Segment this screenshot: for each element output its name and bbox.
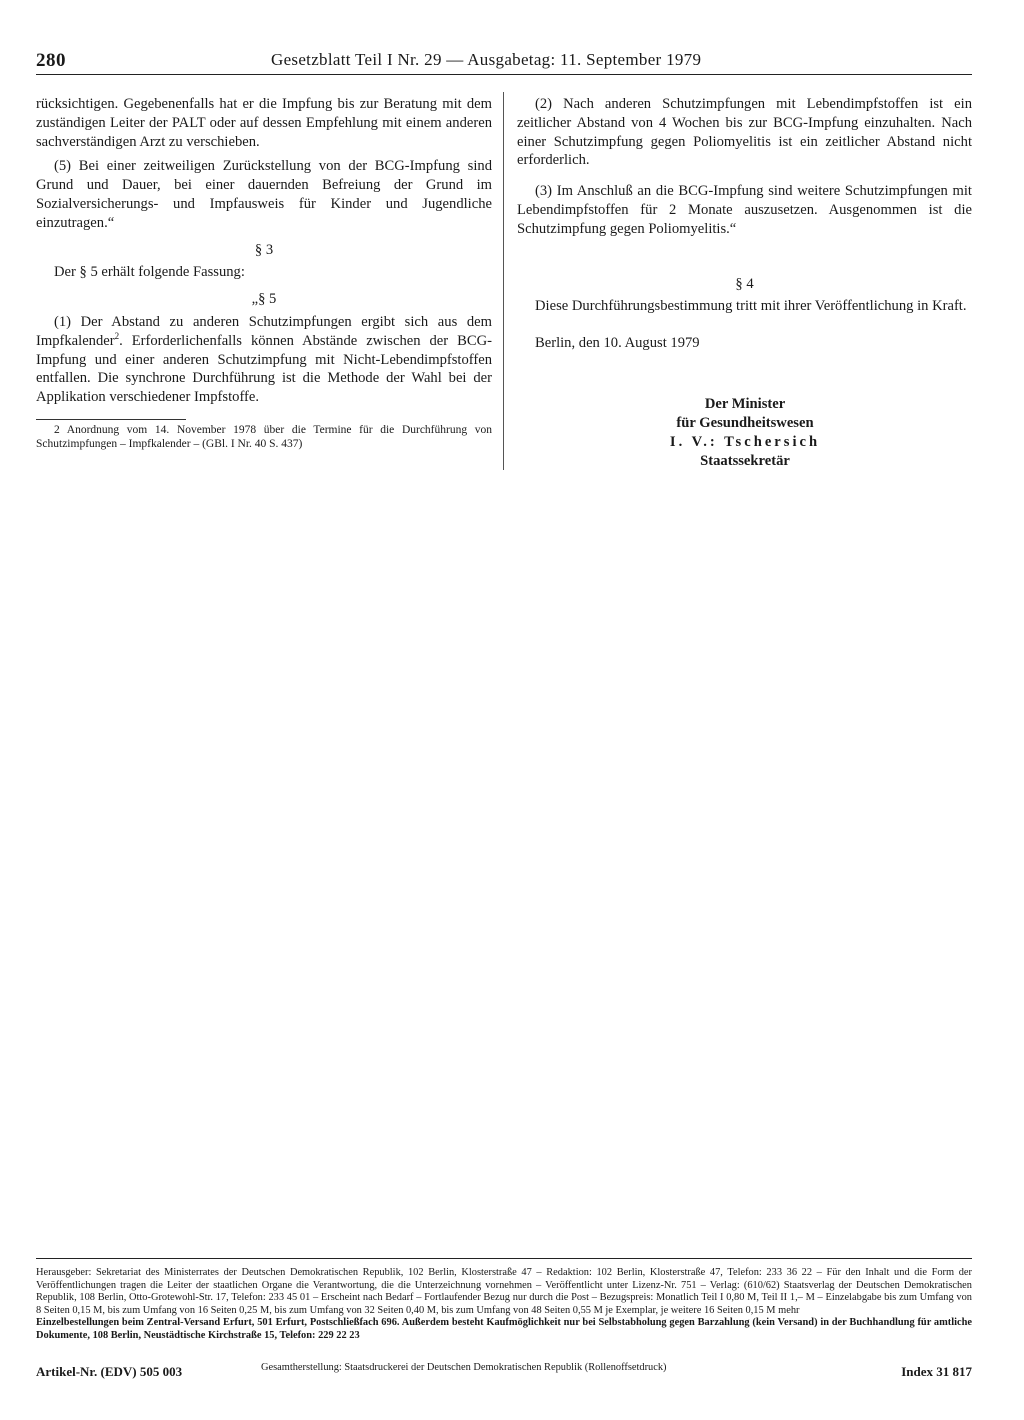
imprint: [36, 1267, 972, 1343]
footnote-marker: 2: [114, 330, 120, 341]
gazette-title: Gesetzblatt Teil I Nr. 29 — Ausgabetag: 11. September 1979: [271, 50, 702, 69]
footnote-rule: [36, 419, 186, 420]
signature-line: für Gesundheitswesen: [676, 415, 814, 431]
article-number: Artikel-Nr. (EDV) 505 003: [36, 1364, 183, 1379]
signature-block: [640, 395, 850, 471]
imprint-rule: [36, 1258, 972, 1259]
column-divider: [503, 92, 504, 470]
paragraph: Diese Durchführungsbestimmung tritt mit ihrer Veröffentlichung in Kraft.: [535, 298, 967, 315]
signature-line: Staatssekretär: [700, 453, 790, 469]
page-number: 280: [36, 50, 66, 71]
paragraph: [36, 313, 492, 407]
paragraph: rücksichtigen. Gegebenenfalls hat er die Impfung bis zur Beratung mit dem zuständigen Leiter der PALT oder auf dessen Empfehlung mit einem anderen sachverständigen Arzt zu verschieben.: [36, 96, 492, 150]
footnote: 2 Anordnung vom 14. November 1978 über die Termine für die Durchführung von Schutzimpfungen – Impfkalender – (GBl. I Nr. 40 S. 437): [36, 423, 492, 450]
place-date: Berlin, den 10. August 1979: [535, 335, 700, 352]
imprint-orders: Einzelbestellungen beim Zentral-Versand Erfurt, 501 Erfurt, Postschließfach 696. Außerdem besteht Kaufmöglichkeit nur bei Selbstabholung gegen Barzahlung (kein Versand) in der Buchhandlung für amtliche Dokumente, 108 Berlin, Neustädtische Kirchstraße 15, Telefon: 229 22 23: [36, 1317, 972, 1341]
section-heading: „§ 5: [251, 291, 277, 308]
signature-line: Der Minister: [704, 396, 786, 412]
right-column: [517, 95, 972, 353]
paragraph-text: (1) Der Abstand zu anderen Schutzimpfungen ergibt sich aus dem Impfkalender: [36, 313, 492, 349]
paragraph-text: . Erforderlichenfalls können Abstände zwischen der BCG-Impfung und einer anderen Schutzimpfung mit Nicht-Lebendimpfstoffen entfallen. Die synchrone Durchführung ist die Methode der Wahl bei der Applikation verschiedener Impfstoffe.: [36, 332, 492, 406]
signature-line: I. V.: Tschersich: [669, 434, 821, 450]
paragraph: (5) Bei einer zeitweiligen Zurückstellung von der BCG-Impfung sind Grund und Dauer, bei einer dauernden Befreiung der Grund im Sozialversicherungs- und Impfausweis für Kinder und Jugendliche einzutragen.“: [36, 158, 492, 231]
left-column: [36, 95, 492, 451]
paragraph: Der § 5 erhält folgende Fassung:: [54, 264, 245, 281]
imprint-text: Herausgeber: Sekretariat des Ministerrates der Deutschen Demokratischen Republik, 102 Berlin, Klosterstraße 47 – Redaktion: 102 Berlin, Klosterstraße 47, Telefon: 233 36 22 – Für den Inhalt und die Form der Veröffentlichungen tragen die Leiter der staatlichen Organe die Verantwortung, die die Unterzeichnung vornehmen – Veröffentlicht unter Lizenz-Nr. 751 – Verlag: (610/62) Staatsverlag der Deutschen Demokratischen Republik, 108 Berlin, Otto-Grotewohl-Str. 17, Telefon: 233 45 01 – Erscheint nach Bedarf – Fortlaufender Bezug nur durch die Post – Bezugspreis: Monatlich Teil I 0,80 M, Teil II 1,– M – Einzelabgabe bis zum Umfang von 8 Seiten 0,15 M, bis zum Umfang von 16 Seiten 0,25 M, bis zum Umfang von 32 Seiten 0,40 M, bis zum Umfang von 48 Seiten 0,55 M je Exemplar, je weitere 16 Seiten 0,15 M mehr: [36, 1267, 972, 1316]
page-header: [36, 50, 972, 74]
header-rule: [36, 74, 972, 75]
paragraph: (2) Nach anderen Schutzimpfungen mit Lebendimpfstoffen ist ein zeitlicher Abstand von 4 Wochen bis zur BCG-Impfung einzuhalten. Nach einer Schutzimpfung gegen Poliomyelitis ist ein zeitlicher Abstand nicht erforderlich.: [517, 96, 972, 169]
index-number: Index 31 817: [901, 1364, 972, 1379]
section-heading: § 3: [254, 241, 274, 258]
printer-note: Gesamtherstellung: Staatsdruckerei der Deutschen Demokratischen Republik (Rollenoffsetdruck): [261, 1362, 667, 1373]
section-heading: § 4: [735, 275, 754, 292]
paragraph: (3) Im Anschluß an die BCG-Impfung sind weitere Schutzimpfungen mit Lebendimpfstoffen für 2 Monate auszusetzen. Ausgenommen ist die Schutzimpfung gegen Poliomyelitis.“: [517, 183, 972, 237]
imprint-bottom-line: [36, 1362, 972, 1380]
